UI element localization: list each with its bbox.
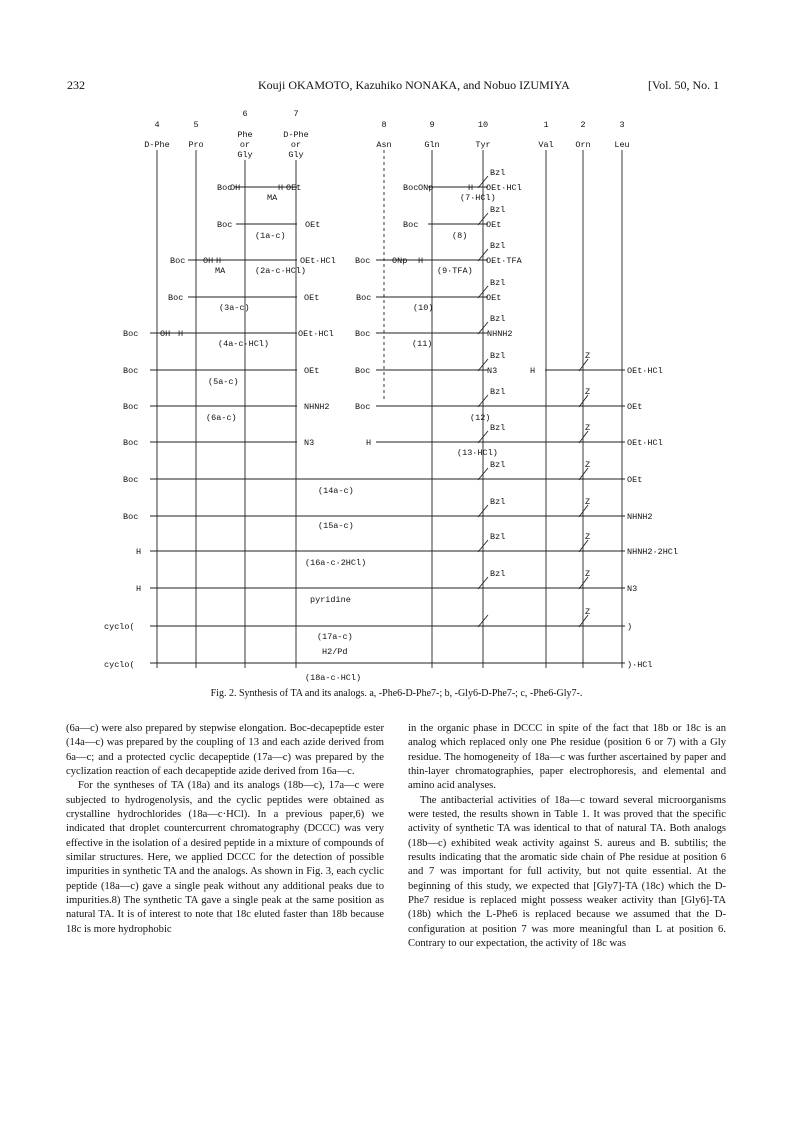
scheme-label: H — [216, 256, 222, 266]
scheme-label: Bzl — [490, 532, 506, 542]
scheme-label: Bzl — [490, 278, 506, 288]
scheme-label: Bzl — [490, 569, 506, 579]
scheme-label: OEt·HCl — [627, 438, 663, 448]
scheme-label: Z — [585, 497, 591, 507]
scheme-label: Z — [585, 569, 591, 579]
position-number: 2 — [580, 120, 586, 130]
scheme-label: H — [178, 329, 184, 339]
scheme-label: OEt — [486, 293, 502, 303]
scheme-label: Bzl — [490, 460, 506, 470]
scheme-label: Boc — [356, 293, 372, 303]
position-number: 8 — [381, 120, 387, 130]
scheme-label: NHNH2 — [304, 402, 330, 412]
scheme-label: Boc — [217, 183, 233, 193]
scheme-label: (7·HCl) — [460, 193, 496, 203]
scheme-label: (2a-c·HCl) — [255, 266, 307, 276]
scheme-label: ONp — [392, 256, 408, 266]
scheme-label: (11) — [412, 339, 433, 349]
scheme-label: (14a-c) — [318, 486, 354, 496]
scheme-label: Z — [585, 351, 591, 361]
residue-name: Pro — [188, 140, 204, 150]
scheme-label: MA — [267, 193, 278, 203]
scheme-label: Bzl — [490, 314, 506, 324]
scheme-label: OH — [230, 183, 241, 193]
scheme-label: Boc — [403, 183, 419, 193]
scheme-label: )·HCl — [627, 660, 653, 670]
residue-name: or — [239, 140, 251, 150]
journal-volume: [Vol. 50, No. 1 — [648, 78, 720, 92]
scheme-label: N3 — [627, 584, 638, 594]
scheme-label: Boc — [355, 402, 371, 412]
scheme-label: Boc — [168, 293, 184, 303]
scheme-label: OH — [203, 256, 214, 266]
position-number: 10 — [477, 120, 489, 130]
fragment-horizontal-lines — [150, 187, 625, 663]
scheme-label: NHNH2 — [487, 329, 513, 339]
scheme-label: Boc — [123, 329, 139, 339]
scheme-label: Bzl — [490, 497, 506, 507]
scheme-label: OEt — [627, 402, 643, 412]
scheme-labels — [104, 168, 678, 683]
position-number: 6 — [242, 109, 248, 119]
position-number: 3 — [619, 120, 625, 130]
scheme-label: OEt·HCl — [627, 366, 663, 376]
scheme-label: ONp — [418, 183, 434, 193]
scheme-label: (9·TFA) — [437, 266, 473, 276]
scheme-label: ) — [627, 622, 633, 632]
scheme-label: (1a-c) — [255, 231, 286, 241]
residue-name: D-Phe — [144, 140, 170, 150]
scheme-label: NHNH2·2HCl — [627, 547, 679, 557]
residue-name: Gln — [424, 140, 440, 150]
residue-name: Orn — [575, 140, 591, 150]
left-paragraph-1: (6a—c) were also prepared by stepwise elongation. Boc-decapeptide ester (14a—c) was prepared by the coupling of 13 and each azide derived from 6a—c; and a protected cyclic decapeptide (17a—c) was prepared by the cyclization reaction of each decapeptide azide derived from 16a—c. — [66, 723, 384, 778]
scheme-label: Boc — [123, 512, 139, 522]
scheme-label: (3a-c) — [219, 303, 250, 313]
scheme-label: H — [278, 183, 284, 193]
residue-name: Gly — [237, 150, 253, 160]
scheme-label: pyridine — [310, 595, 351, 605]
left-column — [66, 722, 384, 937]
scheme-label: Bzl — [490, 205, 506, 215]
scheme-label: Bzl — [490, 423, 506, 433]
scheme-label: NHNH2 — [627, 512, 653, 522]
scheme-label: (16a-c·2HCl) — [305, 558, 367, 568]
scheme-label: OEt — [305, 220, 321, 230]
scheme-label: H — [136, 547, 142, 557]
scheme-label: Z — [585, 607, 591, 617]
scheme-label: Boc — [123, 402, 139, 412]
running-title-authors: Kouji OKAMOTO, Kazuhiko NONAKA, and Nobuo IZUMIYA — [258, 78, 570, 92]
scheme-label: (17a-c) — [317, 632, 353, 642]
position-number: 9 — [429, 120, 435, 130]
scheme-label: (10) — [413, 303, 434, 313]
scheme-label: OEt — [486, 220, 502, 230]
residue-name: or — [290, 140, 302, 150]
residue-name: Phe — [237, 130, 253, 140]
scheme-label: Z — [585, 532, 591, 542]
scheme-label: cyclo( — [104, 660, 135, 670]
residue-name: Gly — [288, 150, 304, 160]
scheme-label: (18a-c·HCl) — [305, 673, 362, 683]
scheme-label: (8) — [452, 231, 468, 241]
scheme-label: Boc — [123, 438, 139, 448]
scheme-label: OEt — [627, 475, 643, 485]
scheme-label: (6a-c) — [206, 413, 237, 423]
scheme-label: Z — [585, 387, 591, 397]
scheme-label: cyclo( — [104, 622, 135, 632]
scheme-label: Bzl — [490, 387, 506, 397]
residue-name: Tyr — [475, 140, 491, 150]
scheme-label: Boc — [403, 220, 419, 230]
scheme-label: Bzl — [490, 351, 506, 361]
residue-name: Leu — [614, 140, 630, 150]
scheme-label: (4a-c·HCl) — [218, 339, 270, 349]
scheme-label: OEt — [304, 293, 320, 303]
scheme-label: H2/Pd — [322, 647, 348, 657]
scheme-label: N3 — [304, 438, 315, 448]
right-paragraph-2: The antibacterial activities of 18a—c toward several microorganisms were tested, the results shown in Table 1. It was proved that the specific activity of synthetic TA was identical to that of natural TA. Both analogs (18b—c) exhibited weak activity against S. aureus and B. subtilis; the results indicating that the aromatic side chain of Phe residue at position 6 and 7 was important for full activity, but not quite essential. At the beginning of this study, we expected that [Gly7]-TA (18c) which the D-Phe7 residue is replaced might possess weaker activity than [Gly6]-TA (18b) which the L-Phe6 is replaced because we assumed that the D-configuration at position 7 was more meaningful than L at position 6. Contrary to our expectation, the activity of 18c was — [408, 794, 726, 950]
scheme-label: OEt·HCl — [298, 329, 334, 339]
scheme-label: (12) — [470, 413, 491, 423]
scheme-label: N3 — [487, 366, 498, 376]
scheme-label: Bzl — [490, 241, 506, 251]
scheme-label: H — [468, 183, 474, 193]
scheme-label: OEt — [304, 366, 320, 376]
residue-name: Val — [538, 140, 554, 150]
scheme-label: OEt·TFA — [486, 256, 522, 266]
scheme-label: (5a-c) — [208, 377, 239, 387]
scheme-label: OEt·HCl — [300, 256, 336, 266]
position-number: 7 — [293, 109, 299, 119]
residue-name: D-Phe — [283, 130, 309, 140]
position-headers — [144, 109, 629, 160]
scheme-label: OEt — [286, 183, 302, 193]
scheme-label: (13·HCl) — [457, 448, 498, 458]
scheme-label: OEt·HCl — [486, 183, 522, 193]
residue-name: Asn — [376, 140, 392, 150]
page-number: 232 — [67, 78, 85, 92]
right-column — [408, 722, 726, 952]
scheme-label: Bzl — [490, 168, 506, 178]
synthesis-scheme — [0, 100, 793, 685]
scheme-label: OH — [160, 329, 171, 339]
scheme-label: Boc — [355, 256, 371, 266]
scheme-label: H — [418, 256, 424, 266]
position-number: 5 — [193, 120, 199, 130]
scheme-label: MA — [215, 266, 226, 276]
scheme-label: H — [366, 438, 372, 448]
right-paragraph-1: in the organic phase in DCCC in spite of the fact that 18b or 18c is an analog which replaced only one Phe residue (position 6 or 7) with a Gly residue. The homogeneity of 18a—c was further ascertained by paper and thin-layer chromatographies, paper electrophoresis, and elemental and amino acid analyses. — [408, 723, 726, 792]
position-number: 4 — [154, 120, 160, 130]
scheme-label: H — [136, 584, 142, 594]
scheme-label: Boc — [355, 329, 371, 339]
scheme-label: Boc — [355, 366, 371, 376]
position-number: 1 — [543, 120, 549, 130]
scheme-label: Boc — [123, 475, 139, 485]
figure-caption: Fig. 2. Synthesis of TA and its analogs. a, -Phe6-D-Phe7-; b, -Gly6-D-Phe7-; c, -Phe6-Gly7-. — [210, 688, 583, 699]
scheme-label: H — [530, 366, 536, 376]
scheme-label: Boc — [217, 220, 233, 230]
scheme-label: Boc — [170, 256, 186, 266]
scheme-label: Boc — [123, 366, 139, 376]
scheme-label: Z — [585, 460, 591, 470]
scheme-label: (15a-c) — [318, 521, 354, 531]
left-paragraph-2: For the syntheses of TA (18a) and its analogs (18b—c), 17a—c were subjected to hydrogenolysis, and the cyclic peptides were obtained as crystalline hydrochlorides (18a—c·HCl). In a previous paper,6) we indicated that droplet countercurrent chromatography (DCCC) was very effective in the isolation of a desired peptide in a mixture of compounds of similar structures. Here, we applied DCCC for the detection of possible impurities in synthetic TA and the analogs. As shown in Fig. 3, each cyclic peptide (18a—c) gave a single peak without any additional peaks due to impurities.8) The synthetic TA gave a single peak at the same position as natural TA. It is of interest to note that 18c eluted faster than 18b because 18c is more hydrophobic — [66, 780, 384, 935]
scheme-label: Z — [585, 423, 591, 433]
